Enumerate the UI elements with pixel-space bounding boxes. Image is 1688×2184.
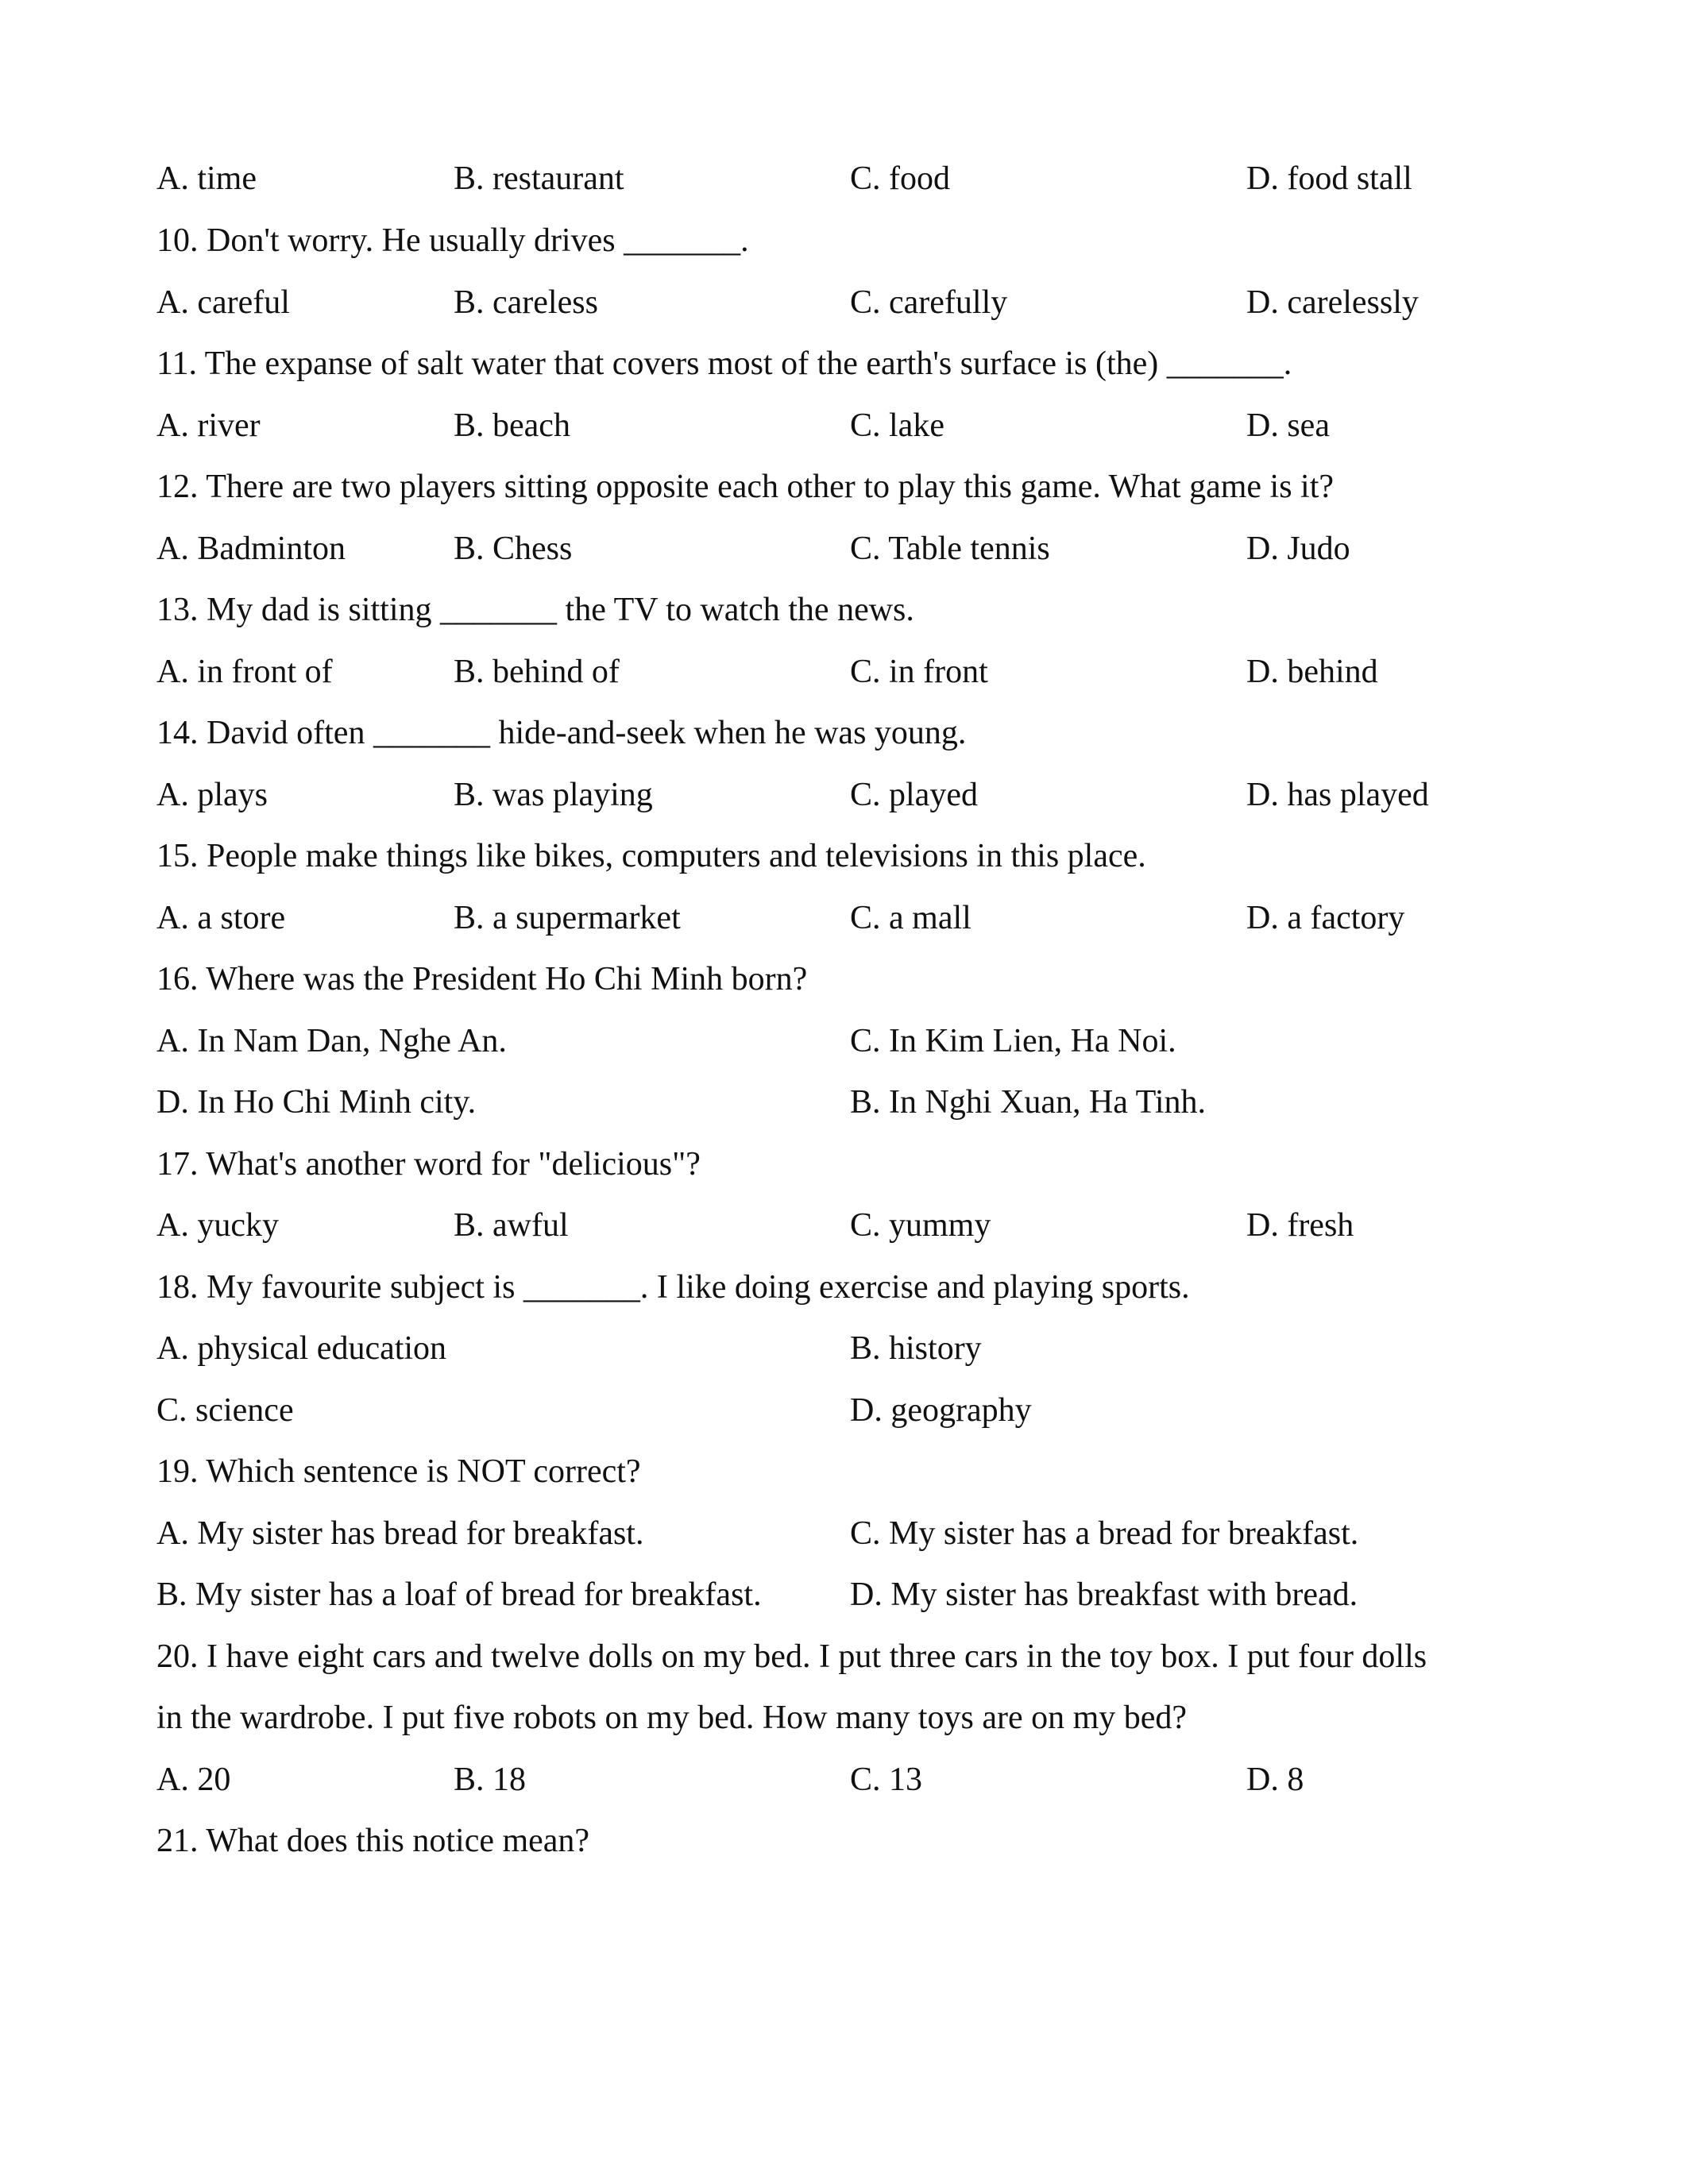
q18-option-b[interactable]: B. history [850, 1330, 982, 1367]
q17-option-d[interactable]: D. fresh [1246, 1207, 1354, 1244]
q12-options [0, 518, 1688, 580]
q20-option-d[interactable]: D. 8 [1246, 1761, 1304, 1798]
q16-option-c[interactable]: C. In Kim Lien, Ha Noi. [850, 1023, 1176, 1059]
q12-option-d[interactable]: D. Judo [1246, 531, 1350, 567]
q16-options-row-2 [0, 1071, 1688, 1133]
q19-option-d[interactable]: D. My sister has breakfast with bread. [850, 1576, 1358, 1613]
q10-option-b[interactable]: B. careless [454, 284, 598, 321]
q11-prompt-line [0, 333, 1688, 395]
q17-option-b[interactable]: B. awful [454, 1207, 569, 1244]
q19-prompt-line [0, 1441, 1688, 1503]
q20-prompt-continued: in the wardrobe. I put five robots on my bed. How many toys are on my bed? [156, 1700, 1188, 1736]
q17-options [0, 1194, 1688, 1256]
q17-option-c[interactable]: C. yummy [850, 1207, 991, 1244]
q18-option-a[interactable]: A. physical education [156, 1330, 447, 1367]
q15-prompt: 15. People make things like bikes, computers and televisions in this place. [156, 838, 1146, 874]
q15-option-a[interactable]: A. a store [156, 900, 286, 936]
q13-prompt: 13. My dad is sitting _______ the TV to watch the news. [156, 592, 914, 628]
q18-prompt-line [0, 1256, 1688, 1318]
q16-option-a[interactable]: A. In Nam Dan, Nghe An. [156, 1023, 507, 1059]
q13-option-b[interactable]: B. behind of [454, 654, 620, 690]
q12-prompt: 12. There are two players sitting opposite each other to play this game. What game is it? [156, 469, 1335, 505]
q18-options-row-1 [0, 1318, 1688, 1379]
q10-option-a[interactable]: A. careful [156, 284, 290, 321]
q20-option-a[interactable]: A. 20 [156, 1761, 231, 1798]
q13-options [0, 641, 1688, 703]
q16-options-row-1 [0, 1010, 1688, 1072]
q20-option-c[interactable]: C. 13 [850, 1761, 923, 1798]
q9-option-c[interactable]: C. food [850, 160, 950, 197]
q21-prompt: 21. What does this notice mean? [156, 1823, 590, 1859]
q14-option-b[interactable]: B. was playing [454, 777, 653, 813]
q11-prompt: 11. The expanse of salt water that covers most of the earth's surface is (the) _______. [156, 345, 1292, 382]
q15-option-b[interactable]: B. a supermarket [454, 900, 681, 936]
q19-option-c[interactable]: C. My sister has a bread for breakfast. [850, 1515, 1359, 1552]
q10-options [0, 272, 1688, 334]
q19-option-a[interactable]: A. My sister has bread for breakfast. [156, 1515, 644, 1552]
q12-option-a[interactable]: A. Badminton [156, 531, 346, 567]
q18-option-d[interactable]: D. geography [850, 1392, 1032, 1429]
q16-option-b[interactable]: B. In Nghi Xuan, Ha Tinh. [850, 1084, 1207, 1121]
q13-prompt-line [0, 579, 1688, 641]
q15-option-c[interactable]: C. a mall [850, 900, 971, 936]
q19-options-row-1 [0, 1503, 1688, 1565]
q9-options [0, 148, 1688, 210]
q11-option-a[interactable]: A. river [156, 407, 261, 444]
q20-prompt-line-2 [0, 1687, 1688, 1749]
q14-options [0, 764, 1688, 826]
q16-prompt-line [0, 948, 1688, 1010]
q17-prompt: 17. What's another word for "delicious"? [156, 1146, 701, 1183]
q13-option-a[interactable]: A. in front of [156, 654, 333, 690]
q9-option-d[interactable]: D. food stall [1246, 160, 1412, 197]
q14-option-a[interactable]: A. plays [156, 777, 268, 813]
q10-option-d[interactable]: D. carelessly [1246, 284, 1419, 321]
q15-options [0, 887, 1688, 949]
q19-option-b[interactable]: B. My sister has a loaf of bread for breakfast. [156, 1576, 762, 1613]
q20-option-b[interactable]: B. 18 [454, 1761, 527, 1798]
q17-option-a[interactable]: A. yucky [156, 1207, 279, 1244]
q14-option-c[interactable]: C. played [850, 777, 978, 813]
q11-option-d[interactable]: D. sea [1246, 407, 1330, 444]
q9-option-a[interactable]: A. time [156, 160, 257, 197]
q16-prompt: 16. Where was the President Ho Chi Minh born? [156, 961, 808, 997]
q19-options-row-2 [0, 1564, 1688, 1626]
q10-option-c[interactable]: C. carefully [850, 284, 1008, 321]
q19-prompt: 19. Which sentence is NOT correct? [156, 1453, 641, 1490]
q18-options-row-2 [0, 1379, 1688, 1441]
q10-prompt-line [0, 210, 1688, 272]
q9-option-b[interactable]: B. restaurant [454, 160, 624, 197]
q18-prompt: 18. My favourite subject is _______. I like doing exercise and playing sports. [156, 1269, 1190, 1306]
q14-option-d[interactable]: D. has played [1246, 777, 1429, 813]
q21-prompt-line [0, 1810, 1688, 1872]
q15-option-d[interactable]: D. a factory [1246, 900, 1405, 936]
q11-option-c[interactable]: C. lake [850, 407, 944, 444]
q14-prompt-line [0, 702, 1688, 764]
q12-option-b[interactable]: B. Chess [454, 531, 573, 567]
q13-option-c[interactable]: C. in front [850, 654, 988, 690]
q15-prompt-line [0, 825, 1688, 887]
q13-option-d[interactable]: D. behind [1246, 654, 1378, 690]
q20-prompt: 20. I have eight cars and twelve dolls on my bed. I put three cars in the toy box. I put four dolls [156, 1638, 1427, 1675]
q20-prompt-line-1 [0, 1626, 1688, 1688]
q12-option-c[interactable]: C. Table tennis [850, 531, 1050, 567]
q12-prompt-line [0, 456, 1688, 518]
q11-options [0, 395, 1688, 457]
q18-option-c[interactable]: C. science [156, 1392, 294, 1429]
q11-option-b[interactable]: B. beach [454, 407, 570, 444]
q14-prompt: 14. David often _______ hide-and-seek when he was young. [156, 715, 967, 751]
q20-options [0, 1749, 1688, 1811]
q16-option-d[interactable]: D. In Ho Chi Minh city. [156, 1084, 477, 1121]
q10-prompt: 10. Don't worry. He usually drives _______. [156, 222, 749, 259]
q17-prompt-line [0, 1133, 1688, 1195]
